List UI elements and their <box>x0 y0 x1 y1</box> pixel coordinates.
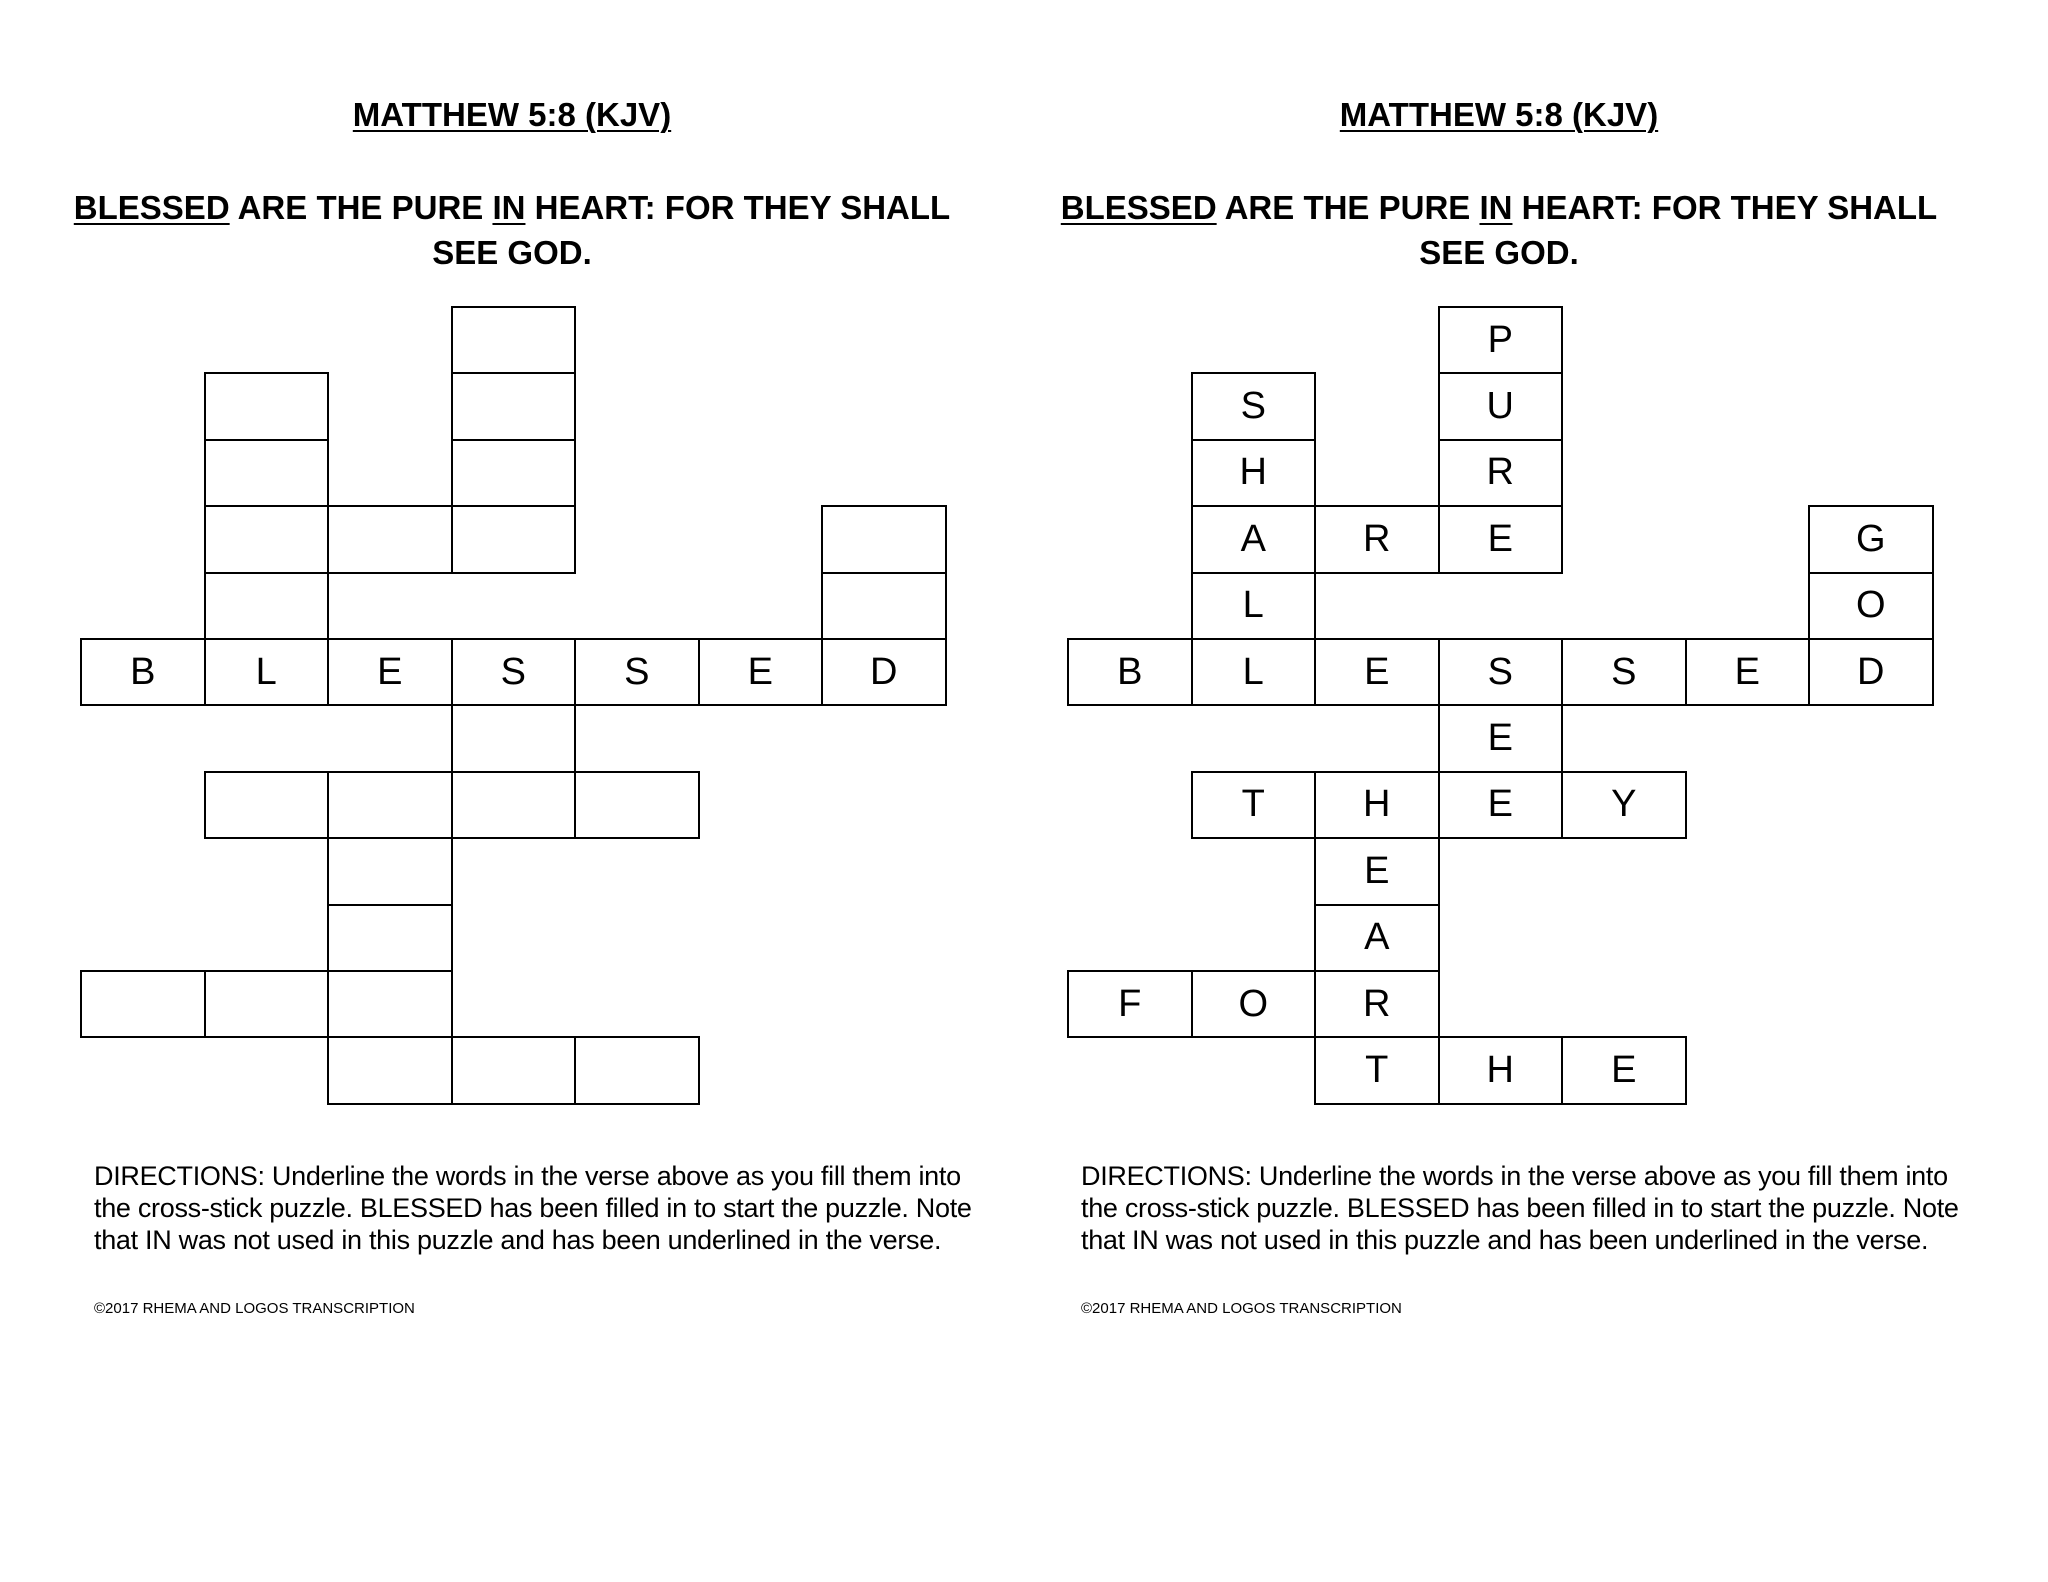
verse-segment: ARE THE PURE <box>229 189 493 226</box>
cell-letter: T <box>1365 1049 1389 1092</box>
directions-line: that IN was not used in this puzzle and has been underlined in the verse. <box>94 1225 942 1255</box>
verse-line-2: SEE GOD. <box>432 234 592 271</box>
cell-letter: F <box>1118 982 1142 1025</box>
puzzle-cell <box>451 704 577 772</box>
puzzle-cell <box>574 638 700 706</box>
cell-letter: O <box>1238 982 1269 1025</box>
puzzle-cell <box>204 572 330 640</box>
puzzle-cell <box>1314 771 1440 839</box>
cell-letter: E <box>1364 650 1390 693</box>
puzzle-cell <box>1191 505 1317 573</box>
puzzle-cell <box>1685 638 1811 706</box>
directions-line: DIRECTIONS: Underline the words in the verse above as you fill them into <box>94 1161 961 1191</box>
puzzle-cell <box>204 505 330 573</box>
cell-letter: E <box>1487 783 1513 826</box>
puzzle-cell <box>1067 970 1193 1038</box>
cell-letter: S <box>1487 650 1513 693</box>
cell-letter: R <box>1363 517 1391 560</box>
puzzle-cell <box>204 372 330 440</box>
puzzle-cell <box>1191 771 1317 839</box>
directions-text <box>1081 1160 1981 1256</box>
verse-segment: HEART: FOR THEY SHALL <box>525 189 951 226</box>
cell-letter: H <box>1486 1049 1514 1092</box>
cell-letter: P <box>1487 318 1513 361</box>
directions-line: that IN was not used in this puzzle and has been underlined in the verse. <box>1081 1225 1929 1255</box>
verse-word-blessed: BLESSED <box>73 189 230 226</box>
directions-line: the cross-stick puzzle. BLESSED has been filled in to start the puzzle. Note <box>94 1193 972 1223</box>
verse-word-in: IN <box>1479 189 1513 226</box>
puzzle-cell <box>1314 904 1440 972</box>
crossword-grid <box>987 0 2011 1582</box>
answer-key-panel <box>987 0 2011 1582</box>
puzzle-cell <box>451 505 577 573</box>
puzzle-cell <box>327 771 453 839</box>
cell-letter: Y <box>1611 783 1637 826</box>
puzzle-cell <box>1191 970 1317 1038</box>
cell-letter: B <box>1117 650 1143 693</box>
puzzle-cell <box>1438 306 1564 374</box>
puzzle-cell <box>327 505 453 573</box>
puzzle-cell <box>1561 1036 1687 1104</box>
cell-letter: L <box>255 650 277 693</box>
cell-letter: A <box>1364 916 1390 959</box>
cell-letter: T <box>1241 783 1265 826</box>
cell-letter: G <box>1855 517 1886 560</box>
cell-letter: H <box>1363 783 1391 826</box>
puzzle-cell <box>1808 638 1934 706</box>
cell-letter: E <box>1611 1049 1637 1092</box>
cell-letter: U <box>1486 385 1514 428</box>
puzzle-cell <box>1561 771 1687 839</box>
puzzle-cell <box>1808 572 1934 640</box>
cell-letter: E <box>377 650 403 693</box>
puzzle-cell <box>1314 837 1440 905</box>
puzzle-cell <box>574 1036 700 1104</box>
cell-letter: R <box>1486 451 1514 494</box>
puzzle-cell <box>1314 1036 1440 1104</box>
copyright-notice: ©2017 RHEMA AND LOGOS TRANSCRIPTION <box>1081 1300 1402 1317</box>
verse-segment: ARE THE PURE <box>1216 189 1480 226</box>
puzzle-cell <box>1067 638 1193 706</box>
puzzle-cell <box>327 638 453 706</box>
puzzle-cell <box>1314 505 1440 573</box>
puzzle-cell <box>451 306 577 374</box>
puzzle-cell <box>821 572 947 640</box>
page-title: MATTHEW 5:8 (KJV) <box>352 96 672 133</box>
cell-letter: D <box>1857 650 1885 693</box>
puzzle-cell <box>1438 638 1564 706</box>
cell-letter: E <box>1734 650 1760 693</box>
cell-letter: E <box>1487 717 1513 760</box>
puzzle-cell <box>80 638 206 706</box>
cell-letter: R <box>1363 982 1391 1025</box>
puzzle-cell <box>451 439 577 507</box>
puzzle-cell <box>1191 572 1317 640</box>
copyright-notice: ©2017 RHEMA AND LOGOS TRANSCRIPTION <box>94 1300 415 1317</box>
puzzle-cell <box>1314 970 1440 1038</box>
puzzle-cell <box>327 1036 453 1104</box>
directions-line: the cross-stick puzzle. BLESSED has been filled in to start the puzzle. Note <box>1081 1193 1959 1223</box>
puzzle-cell <box>327 837 453 905</box>
puzzle-cell <box>821 638 947 706</box>
puzzle-cell <box>1191 638 1317 706</box>
puzzle-cell <box>451 372 577 440</box>
verse-word-blessed: BLESSED <box>1060 189 1217 226</box>
puzzle-cell <box>327 970 453 1038</box>
cell-letter: E <box>1487 517 1513 560</box>
puzzle-cell <box>1314 638 1440 706</box>
puzzle-cell <box>451 1036 577 1104</box>
cell-letter: E <box>747 650 773 693</box>
cell-letter: S <box>1240 385 1266 428</box>
directions-text <box>94 1160 994 1256</box>
puzzle-cell <box>1438 704 1564 772</box>
puzzle-cell <box>451 638 577 706</box>
page-title: MATTHEW 5:8 (KJV) <box>1339 96 1659 133</box>
cell-letter: A <box>1240 517 1266 560</box>
cell-letter: O <box>1855 584 1886 627</box>
puzzle-cell <box>1191 372 1317 440</box>
cell-letter: H <box>1239 451 1267 494</box>
puzzle-cell <box>204 439 330 507</box>
cell-letter: B <box>130 650 156 693</box>
puzzle-cell <box>1808 505 1934 573</box>
puzzle-cell <box>1438 505 1564 573</box>
puzzle-cell <box>1438 1036 1564 1104</box>
puzzle-cell <box>1438 771 1564 839</box>
verse-line-2: SEE GOD. <box>1419 234 1579 271</box>
cell-letter: L <box>1242 584 1264 627</box>
cell-letter: E <box>1364 849 1390 892</box>
puzzle-cell <box>204 970 330 1038</box>
puzzle-cell <box>80 970 206 1038</box>
verse-word-in: IN <box>492 189 526 226</box>
puzzle-cell <box>204 638 330 706</box>
puzzle-cell <box>327 904 453 972</box>
cell-letter: S <box>500 650 526 693</box>
puzzle-cell <box>1191 439 1317 507</box>
puzzle-cell <box>1438 372 1564 440</box>
puzzle-cell <box>204 771 330 839</box>
puzzle-cell <box>1561 638 1687 706</box>
puzzle-cell <box>698 638 824 706</box>
puzzle-cell <box>821 505 947 573</box>
puzzle-cell <box>1438 439 1564 507</box>
puzzle-cell <box>451 771 577 839</box>
puzzle-cell <box>574 771 700 839</box>
directions-line: DIRECTIONS: Underline the words in the verse above as you fill them into <box>1081 1161 1948 1191</box>
cell-letter: S <box>1611 650 1637 693</box>
verse-segment: HEART: FOR THEY SHALL <box>1512 189 1938 226</box>
cell-letter: L <box>1242 650 1264 693</box>
cell-letter: D <box>870 650 898 693</box>
cell-letter: S <box>624 650 650 693</box>
